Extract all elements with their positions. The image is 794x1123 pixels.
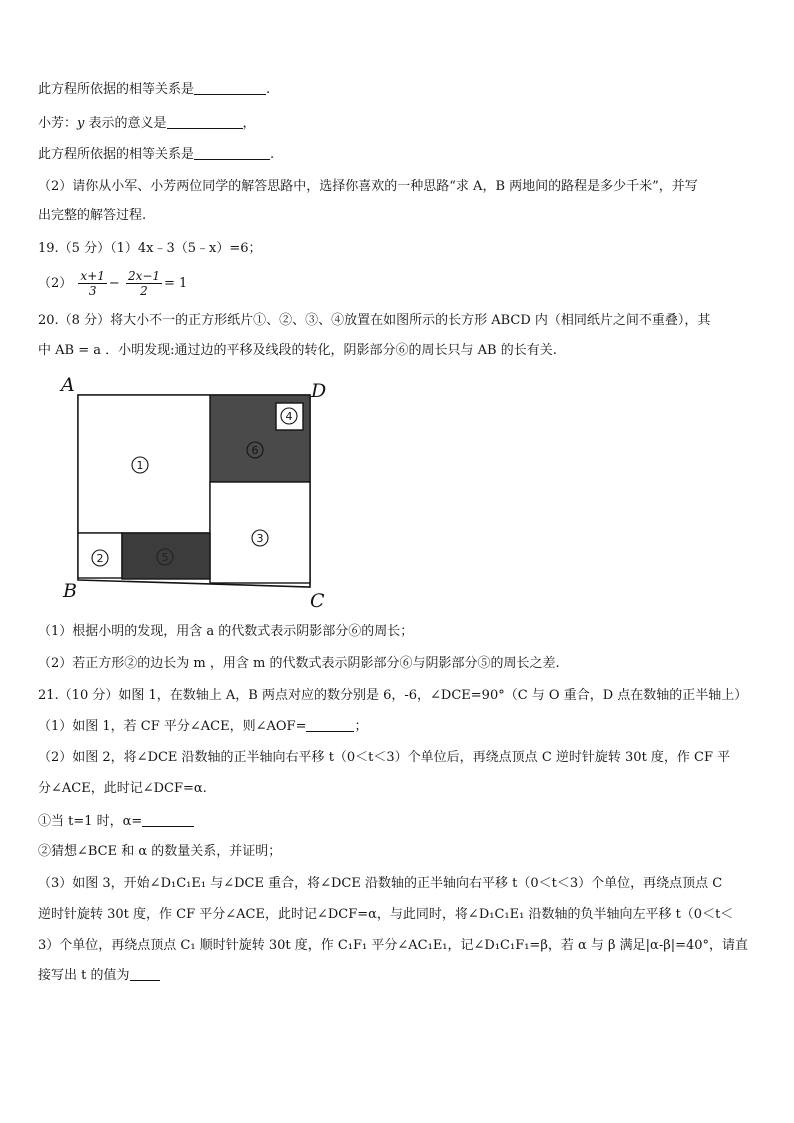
q19-part1: 19.（5 分）（1）4x﹣3（5﹣x）=6； <box>38 241 262 256</box>
q19-part2: （2） $\frac{x+1}{3}$ − $\frac{2x-1}{2}$ = 1 <box>38 269 188 298</box>
q20-intro-line-2: 中 AB = a ．小明发现:通过边的平移及线段的转化，阴影部分⑥的周长只与 AB 的长有关. <box>38 343 557 358</box>
label-6: 6 <box>251 444 259 457</box>
vertex-label-a: A <box>61 374 75 396</box>
q20-part1: （1）根据小明的发现，用含 a 的代数式表示阴影部分⑥的周长； <box>38 624 414 639</box>
answer-blank[interactable] <box>306 717 354 732</box>
q21-part2-line-1: （2）如图 2，将∠DCE 沿数轴的正半轴向右平移 t（0＜t＜3）个单位后，再绕点顶点 C 逆时针旋转 30t 度，作 CF 平 <box>38 750 731 765</box>
q21-part2-line-2: 分∠ACE，此时记∠DCF=α. <box>38 781 207 796</box>
label-3: 3 <box>256 532 264 545</box>
q21-intro: 21.（10 分）如图 1，在数轴上 A，B 两点对应的数分别是 6，-6，∠DCE=90°（C 与 O 重合，D 点在数轴的正半轴上） <box>38 688 748 703</box>
choose-approach-line: （2）请你从小军、小芳两位同学的解答思路中，选择你喜欢的一种思路“求 A，B 两地间的路程是多少千米”，并写 <box>38 179 698 194</box>
q21-part2-sub2: ②猜想∠BCE 和 α 的数量关系，并证明； <box>38 844 282 859</box>
vertex-label-c: C <box>310 590 325 612</box>
q20-intro-line-1: 20.（8 分）将大小不一的正方形纸片①、②、③、④放置在如图所示的长方形 ABCD 内（相同纸片之间不重叠），其 <box>38 313 711 328</box>
label-4: 4 <box>285 410 293 423</box>
rectangle-figure <box>55 372 345 616</box>
xiaofang-meaning-line: 小芳：y 表示的意义是 ， <box>38 116 256 131</box>
equation-relation-line-2: 此方程所依据的相等关系是 . <box>38 147 275 162</box>
label-2: 2 <box>96 552 104 565</box>
rectangle-abcd-diagram <box>55 372 345 612</box>
q20-part2: （2）若正方形②的边长为 m ，用含 m 的代数式表示阴影部分⑥与阴影部分⑤的周长之差. <box>38 656 560 671</box>
equation-relation-line-1: 此方程所依据的相等关系是 . <box>38 82 271 97</box>
solution-process-line: 出完整的解答过程. <box>38 208 147 223</box>
q21-part3-line-4: 接写出 t 的值为 <box>38 966 756 986</box>
label-1: 1 <box>136 459 144 472</box>
q21-part3-line-2: 逆时针旋转 30t 度，作 CF 平分∠ACE，此时记∠DCF=α，与此同时，将∠D₁C₁E₁ 沿数轴的负半轴向左平移 t（0＜t＜ <box>38 907 734 922</box>
q21-part1: （1）如图 1，若 CF 平分∠ACE，则∠AOF= ； <box>38 719 368 734</box>
answer-blank[interactable] <box>130 966 160 981</box>
answer-blank[interactable] <box>142 812 194 827</box>
q21-part3-line-1: （3）如图 3，开始∠D₁C₁E₁ 与∠DCE 重合，将∠DCE 沿数轴的正半轴向右平移 t（0＜t＜3）个单位，再绕点顶点 C <box>38 876 723 891</box>
fraction-1: $\frac{x+1}{3}$ <box>80 269 105 298</box>
fraction-2: $\frac{2x-1}{2}$ <box>127 269 161 298</box>
label-5: 5 <box>161 551 169 564</box>
square-1 <box>78 395 210 533</box>
q21-part3-line-3: 3）个单位，再绕点顶点 C₁ 顺时针旋转 30t 度，作 C₁F₁ 平分∠AC₁E₁，记∠D₁C₁F₁=β，若 α 与 β 满足|α-β|=40°，请直 <box>38 938 749 953</box>
vertex-label-d: D <box>311 380 327 402</box>
answer-blank[interactable] <box>167 114 243 129</box>
q21-part2-sub1: ①当 t=1 时，α= <box>38 812 756 832</box>
vertex-label-b: B <box>63 580 77 602</box>
answer-blank[interactable] <box>194 145 270 160</box>
answer-blank[interactable] <box>194 80 266 95</box>
